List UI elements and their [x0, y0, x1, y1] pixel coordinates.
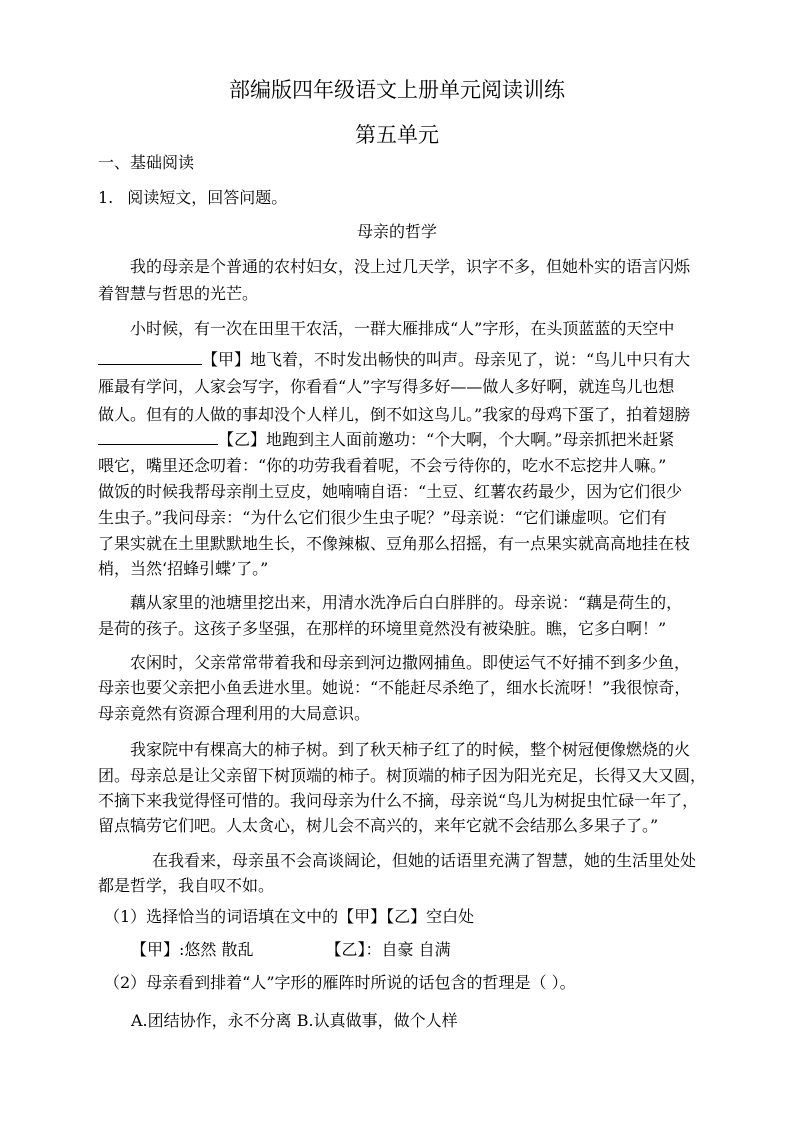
blank-jia	[98, 348, 202, 365]
article-line: 生虫子。”我问母亲：“为什么它们很少生虫子呢？”母亲说：“它们谦虚呗。它们有	[98, 508, 667, 527]
section-heading: 一、基础阅读	[98, 153, 195, 172]
article-title: 母亲的哲学	[356, 222, 437, 241]
article-line: 留点犒劳它们吧。人太贪心，树儿会不高兴的，来年它就不会结那么多果子了。”	[98, 816, 659, 835]
article-line: 团。母亲总是让父亲留下树顶端的柿子。树顶端的柿子因为阳光充足，长得又大又圆，	[98, 766, 707, 785]
article-line: 梢，当然‘招蜂引蝶’了。”	[98, 559, 269, 578]
article-line: 我的母亲是个普通的农村妇女，没上过几天学，识字不多，但她朴实的语言闪烁	[130, 257, 691, 276]
article-line: 做人。但有的人做的事却没个人样儿，倒不如这鸟儿。”我家的母鸡下蛋了，拍着翅膀	[98, 405, 691, 424]
unit-title: 第五单元	[355, 123, 439, 147]
article-line: 在我看来，母亲虽不会高谈阔论，但她的话语里充满了智慧，她的生活里处处	[152, 851, 697, 870]
question-1	[98, 187, 698, 209]
article-line: 雁最有学问，人家会写字，你看看“人”字写得多好——做人多好啊，就连鸟儿也想	[98, 377, 675, 396]
subquestion-1-options	[131, 939, 731, 961]
article-line: 做饭的时候我帮母亲削土豆皮，她喃喃自语：“土豆、红薯农药最少，因为它们很少	[98, 482, 683, 501]
article-line: 小时候，有一次在田里干农活，一群大雁排成“人”字形，在头顶蓝蓝的天空中	[130, 319, 675, 338]
document-title: 部编版四年级语文上册单元阅读训练	[229, 78, 565, 102]
article-line: 是荷的孩子。这孩子多坚强，在那样的环境里竟然没有被染脏。瞧，它多白啊！”	[98, 619, 667, 638]
article-line-text: 【乙】地跑到主人面前邀功：“个大啊，个大啊。”母亲抓把米赶紧	[218, 430, 675, 449]
subquestion-2: （2）母亲看到排着“人”字形的雁阵时所说的话包含的哲理是（ ）。	[104, 973, 576, 992]
article-line: 农闲时，父亲常常带着我和母亲到河边撒网捕鱼。即使运气不好捕不到多少鱼，	[130, 653, 691, 672]
article-line: 都是哲学，我自叹不如。	[98, 876, 275, 895]
article-line: 我家院中有棵高大的柿子树。到了秋天柿子红了的时候，整个树冠便像燃烧的火	[130, 740, 691, 759]
subquestion-1: （1）选择恰当的词语填在文中的【甲】【乙】空白处	[104, 907, 475, 926]
article-line-with-blank	[98, 428, 698, 451]
article-line: 了果实就在土里默默地生长，不像辣椒、豆角那么招摇，有一点果实就高高地挂在枝	[98, 534, 691, 553]
article-line: 母亲竟然有资源合理利用的大局意识。	[98, 704, 371, 723]
article-line: 着智慧与哲思的光芒。	[98, 284, 259, 303]
question-prompt: 阅读短文，回答问题。	[127, 188, 288, 207]
option-yi: 【乙】：自豪 自满	[325, 940, 451, 959]
question-number: 1.	[98, 188, 114, 207]
subquestion-2-options: A.团结协作，永不分离 B.认真做事，做个人样	[131, 1011, 458, 1030]
article-line: 不摘下来我觉得怪可惜的。我问母亲为什么不摘，母亲说“鸟儿为树捉虫忙碌一年了，	[98, 791, 699, 810]
article-line: 母亲也要父亲把小鱼丢进水里。她说：“不能赶尽杀绝了，细水长流呀！”我很惊奇，	[98, 678, 691, 697]
option-jia: 【甲】:悠然 散乱	[131, 940, 254, 959]
article-line-with-blank	[98, 348, 698, 371]
article-line: 喂它，嘴里还念叨着：“你的功劳我看着呢，不会亏待你的，吃水不忘挖井人嘛。”	[98, 456, 667, 475]
blank-yi	[98, 428, 218, 445]
article-line: 藕从家里的池塘里挖出来，用清水洗净后白白胖胖的。母亲说：“藕是荷生的，	[130, 593, 683, 612]
article-line-text: 【甲】地飞着，不时发出畅快的叫声。母亲见了，说：“鸟儿中只有大	[202, 350, 691, 369]
